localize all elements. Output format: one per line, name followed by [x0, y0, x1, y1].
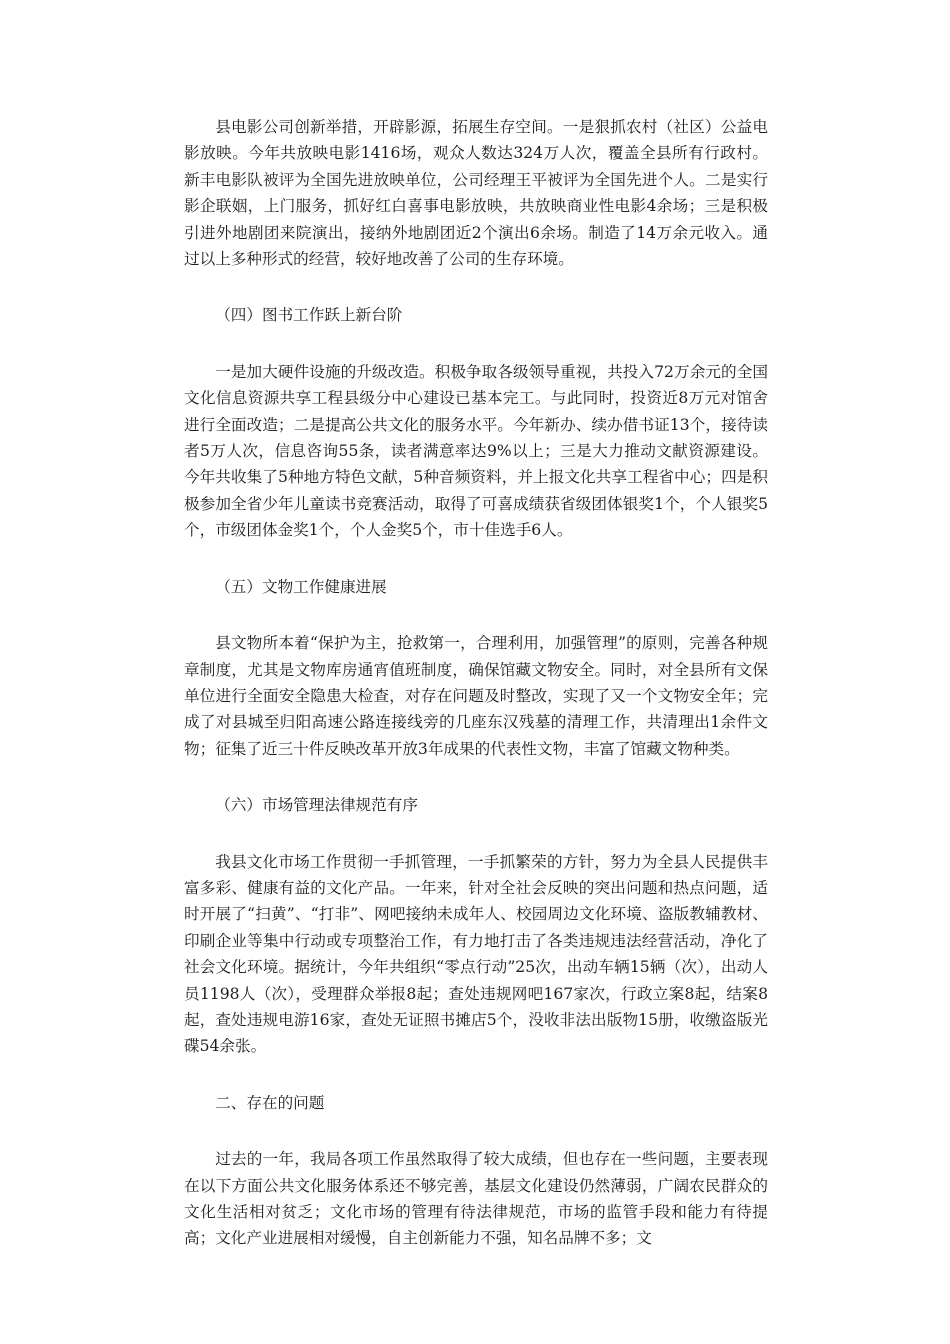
paragraph-market-management: 我县文化市场工作贯彻一手抓管理，一手抓繁荣的方针，努力为全县人民提供丰富多彩、健康有益的文化产品。一年来，针对全社会反映的突出问题和热点问题，适时开展了“扫黄”、“打非”、网吧接纳未成年人、校园周边文化环境、盗版教辅教材、印刷企业等集中行动或专项整治工作，有力地打击了各类违规违法经营活动，净化了社会文化环境。据统计，今年共组织“零点行动”25次，出动车辆15辆（次），出动人员1198人（次），受理群众举报8起；查处违规网吧167家次，行政立案8起，结案8起，查处违规电游16家，查处无证照书摊店5个，没收非法出版物15册，收缴盗版光碟54余张。	[184, 852, 768, 1056]
paragraph-existing-problems: 过去的一年，我局各项工作虽然取得了较大成绩，但也存在一些问题，主要表现在以下方面公共文化服务体系还不够完善，基层文化建设仍然薄弱，广阔农民群众的文化生活相对贫乏；文化市场的管理有待法律规范，市场的监管手段和能力有待提高；文化产业进展相对缓慢，自主创新能力不强，知名品牌不多；文	[184, 1150, 768, 1248]
section-heading-market-management: （六）市场管理法律规范有序	[215, 796, 418, 815]
document-body	[184, 114, 768, 1282]
section-heading-library: （四）图书工作跃上新台阶	[215, 306, 403, 325]
paragraph-film-company: 县电影公司创新举措，开辟影源，拓展生存空间。一是狠抓农村（社区）公益电影放映。今年共放映电影1416场，观众人数达324万人次，覆盖全县所有行政村。新丰电影队被评为全国先进放映单位，公司经理王平被评为全国先进个人。二是实行影企联姻，上门服务，抓好红白喜事电影放映，共放映商业性电影4余场；三是积极引进外地剧团来院演出，接纳外地剧团近2个演出6余场。制造了14万余元收入。通过以上多种形式的经营，较好地改善了公司的生存环境。	[184, 118, 768, 269]
paragraph-library: 一是加大硬件设施的升级改造。积极争取各级领导重视，共投入72万余元的全国文化信息资源共享工程县级分中心建设已基本完工。与此同时，投资近8万元对馆舍进行全面改造；二是提高公共文化的服务水平。今年新办、续办借书证13个，接待读者5万人次，信息咨询55条，读者满意率达9%以上；三是大力推动文献资源建设。今年共收集了5种地方特色文献，5种音频资料，并上报文化共享工程省中心；四是积极参加全省少年儿童读书竞赛活动，取得了可喜成绩获省级团体银奖1个，个人银奖5个，市级团体金奖1个，个人金奖5个，市十佳选手6人。	[184, 362, 768, 540]
paragraph-cultural-relics: 县文物所本着“保护为主，抢救第一，合理利用，加强管理”的原则，完善各种规章制度，尤其是文物库房通宵值班制度，确保馆藏文物安全。同时，对全县所有文保单位进行全面安全隐患大检查，对存在问题及时整改，实现了又一个文物安全年；完成了对县城至归阳高速公路连接线旁的几座东汉残墓的清理工作，共清理出1余件文物；征集了近三十件反映改革开放3年成果的代表性文物，丰富了馆藏文物种类。	[184, 634, 768, 758]
section-heading-existing-problems: 二、存在的问题	[215, 1093, 325, 1112]
section-heading-cultural-relics: （五）文物工作健康进展	[215, 577, 387, 596]
